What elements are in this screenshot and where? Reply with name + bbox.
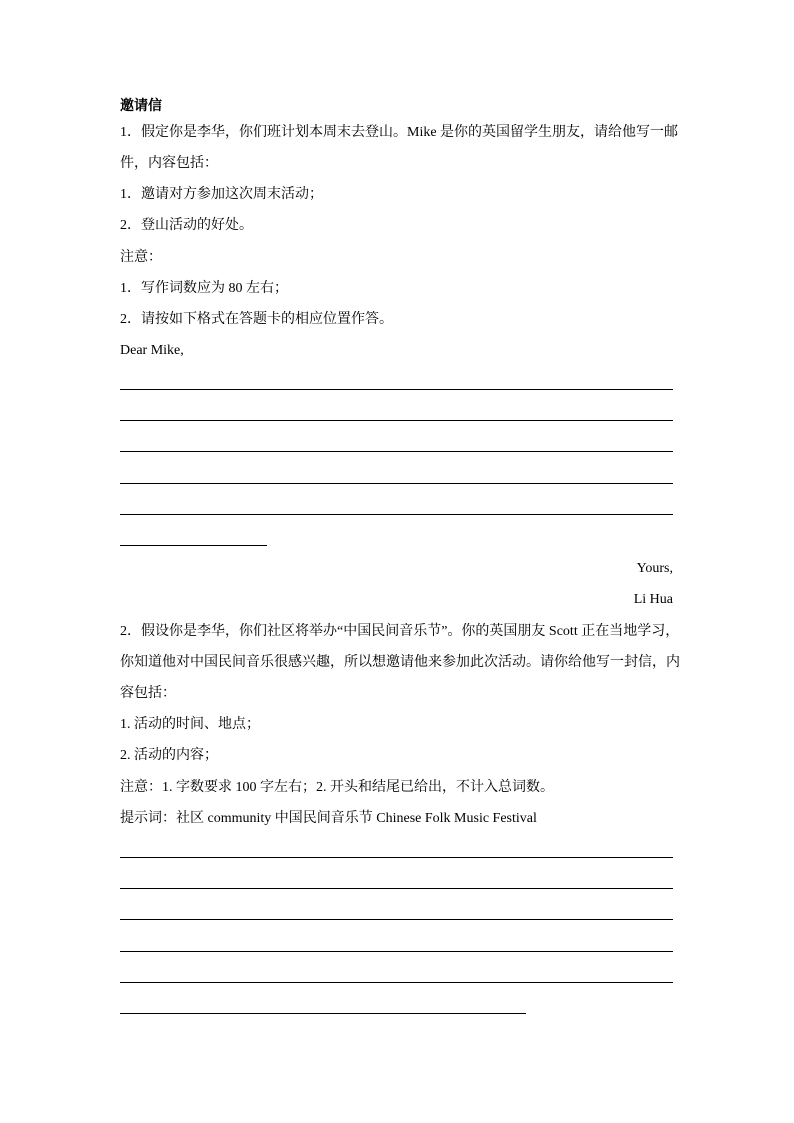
- task2-hint: 提示词：社区 community 中国民间音乐节 Chinese Folk Music Festival: [120, 811, 537, 826]
- answer-line[interactable]: [120, 483, 673, 484]
- answer-line[interactable]: [120, 857, 673, 858]
- task1-prompt-line1: 1．假定你是李华，你们班计划本周末去登山。Mike 是你的英国留学生朋友，请给他写一邮: [120, 125, 679, 140]
- answer-line-short[interactable]: [120, 545, 267, 546]
- answer-line[interactable]: [120, 451, 673, 452]
- task2-note: 注意：1. 字数要求 100 字左右；2. 开头和结尾已给出，不计入总词数。: [120, 780, 554, 795]
- task2-item2: 2. 活动的内容；: [120, 748, 218, 763]
- answer-line[interactable]: [120, 919, 673, 920]
- answer-line[interactable]: [120, 888, 673, 889]
- task2-prompt-line3: 容包括：: [120, 686, 176, 701]
- task2-prompt-line2: 你知道他对中国民间音乐很感兴趣，所以想邀请他来参加此次活动。请你给他写一封信，内: [120, 655, 680, 670]
- task1-salutation: Dear Mike,: [120, 343, 184, 358]
- document-title: 邀请信: [120, 99, 162, 114]
- answer-line[interactable]: [120, 951, 673, 952]
- task1-signature: Li Hua: [633, 592, 673, 607]
- answer-line[interactable]: [120, 514, 673, 515]
- answer-line[interactable]: [120, 982, 673, 983]
- task2-prompt-line1: 2．假设你是李华，你们社区将举办“中国民间音乐节”。你的英国朋友 Scott 正在当地学习，: [120, 624, 680, 639]
- task1-item1: 1．邀请对方参加这次周末活动；: [120, 187, 323, 202]
- task1-closing: Yours,: [636, 561, 673, 576]
- answer-line[interactable]: [120, 420, 673, 421]
- answer-line-short[interactable]: [120, 1013, 526, 1014]
- task1-note-label: 注意：: [120, 250, 162, 265]
- task2-item1: 1. 活动的时间、地点；: [120, 717, 260, 732]
- task1-note1: 1．写作词数应为 80 左右；: [120, 281, 288, 296]
- answer-line[interactable]: [120, 389, 673, 390]
- task1-prompt-line2: 件，内容包括：: [120, 156, 218, 171]
- task1-item2: 2．登山活动的好处。: [120, 218, 253, 233]
- task1-note2: 2．请按如下格式在答题卡的相应位置作答。: [120, 312, 393, 327]
